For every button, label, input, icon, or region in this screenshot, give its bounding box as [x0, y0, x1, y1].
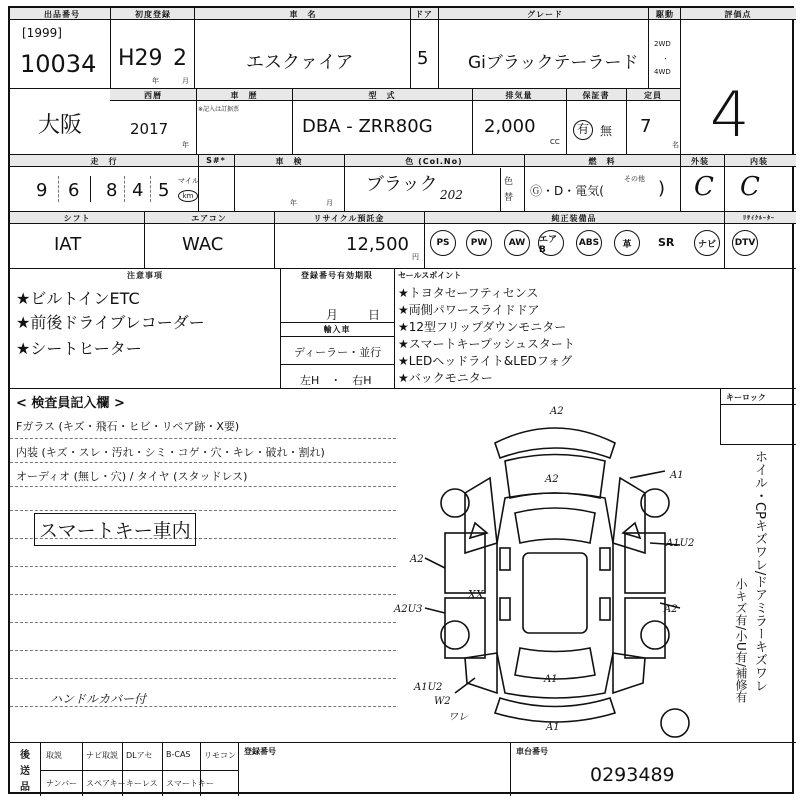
region-value: 大阪: [38, 113, 83, 138]
first-reg-label: 初度登録: [135, 10, 171, 19]
history-label: 車 歴: [230, 91, 258, 100]
equipment-label: 純正装備品: [551, 214, 597, 223]
damage-mark: XX: [468, 588, 484, 601]
sales-point: ★12型フリップダウンモニター: [398, 320, 567, 334]
lot-no-label: 出品番号: [44, 10, 80, 19]
damage-mark: W2: [434, 696, 451, 707]
damage-mark: A2: [545, 474, 559, 485]
sales-point: ★LEDヘッドライト&LEDフォグ: [398, 354, 573, 368]
sales-point: ★スマートキープッシュスタート: [398, 337, 575, 351]
equip-leather: 革: [614, 230, 640, 256]
front-bumper-part: [495, 428, 615, 458]
color-change-2: 替: [504, 193, 514, 203]
capacity-label: 定員: [644, 91, 662, 100]
import-label: 輸入車: [323, 325, 351, 334]
equip-airbag: エアB: [538, 230, 564, 256]
damage-mark: A2: [410, 554, 424, 565]
chassis-number: 0293489: [590, 764, 675, 786]
drive-label: 駆動: [656, 10, 674, 19]
damage-mark: A1: [546, 722, 560, 733]
score-label: 評価点: [724, 10, 752, 19]
accessory-item: 取説: [46, 751, 62, 760]
handwritten-note: スマートキー車内: [34, 513, 196, 546]
equip-pw: PW: [466, 230, 492, 256]
model-label: 型 式: [368, 91, 396, 100]
fuel-label: 燃 料: [588, 157, 616, 166]
displacement-label: 排気量: [505, 91, 533, 100]
equip-abs: ABS: [576, 230, 602, 256]
cc-unit: CC: [550, 138, 560, 146]
aircon-value: WAC: [182, 234, 224, 255]
interior-value: C: [740, 172, 760, 202]
capacity-value: 7: [640, 116, 652, 137]
damage-mark: A1: [544, 674, 558, 685]
recycle-value: 12,500: [346, 234, 409, 255]
history-note: ※記入は訂据票: [198, 106, 240, 113]
inspection-month-unit: 月: [326, 199, 333, 207]
reg-expiry-label: 登録番号有効期限: [301, 271, 373, 280]
drive-4wd: 4WD: [654, 68, 671, 76]
reg-year-unit: 年: [152, 77, 159, 85]
capacity-unit: 名: [672, 141, 679, 149]
mileage-digit-4: 4: [132, 180, 144, 201]
fuel-other: その他: [624, 175, 645, 183]
car-name-label: 車 名: [289, 10, 317, 19]
caution-item: ★前後ドライブレコーダー: [16, 313, 205, 332]
accessory-label-2: 送: [20, 766, 30, 777]
mileage-digit-1: 9: [36, 180, 48, 201]
body-outline: [497, 493, 613, 698]
equip-navi: ナビ: [694, 230, 720, 256]
mileage-digit-3: 8: [106, 180, 118, 201]
interior-label: 内装: [750, 157, 768, 166]
fuel-close: ): [658, 178, 666, 199]
exterior-value: C: [694, 172, 714, 202]
score-value: 4: [710, 78, 750, 151]
reg-expiry-month: 月: [326, 308, 339, 322]
inspector-line: Fガラス (キズ・飛石・ヒビ・リペア跡・X要): [16, 420, 240, 433]
accessory-item: スマートキー: [166, 779, 214, 788]
color-label: 色 (Col.No): [405, 157, 463, 166]
western-year-value: 2017: [130, 120, 169, 138]
fuel-value: Ⓖ・D・電気(: [530, 184, 604, 198]
mileage-digit-5: 5: [158, 180, 170, 201]
vertical-note-2: 小キズ有/小U有/補修有: [734, 578, 748, 703]
damage-mark: A1U2: [666, 538, 695, 549]
yen-unit: 円: [412, 253, 419, 261]
sales-point: ★両側パワースライドドア: [398, 303, 540, 317]
equip-ps: PS: [430, 230, 456, 256]
caution-label: 注意事項: [127, 271, 163, 280]
seat-label: ﾘｻｲｸﾙｰﾀｰ: [742, 215, 775, 222]
color-value: ブラック: [366, 174, 438, 195]
mile-unit: マイル: [178, 177, 199, 185]
equip-aw: AW: [504, 230, 530, 256]
inspector-line: オーディオ (無し・穴) / タイヤ (スタッドレス): [16, 470, 248, 483]
damage-mark: ワレ: [448, 712, 468, 723]
drive-2wd: 2WD: [654, 40, 671, 48]
color-number: 202: [440, 188, 463, 202]
displacement-value: 2,000: [484, 116, 536, 137]
accessory-item: キーレス: [126, 779, 158, 788]
damage-mark: A2: [664, 604, 678, 615]
shift-label: シフト: [63, 214, 91, 223]
accessory-item: ナンバー: [46, 779, 78, 788]
key-lock-label: キーロック: [726, 393, 766, 402]
color-change-1: 色: [504, 177, 514, 187]
sales-point: ★トヨタセーフティセンス: [398, 286, 539, 300]
handle-side: 左H ・ 右H: [300, 374, 372, 387]
lot-sub-number: [1999]: [22, 26, 62, 40]
auction-sheet: [8, 6, 794, 794]
s-label: S#*: [206, 156, 226, 165]
equip-sr: SR: [658, 236, 675, 249]
chassis-label: 車台番号: [516, 747, 548, 756]
km-unit: km: [178, 190, 198, 202]
lot-number: 10034: [20, 50, 97, 78]
reg-month-unit: 月: [182, 77, 189, 85]
damage-mark: A2: [550, 406, 564, 417]
grade-label: グレード: [527, 10, 563, 19]
handwritten-bottom: ハンドルカバー付: [50, 692, 147, 706]
vertical-note: ホイル・CPキズワレ/ドアミラーキズワレ: [752, 450, 767, 693]
warranty-yes: 有: [573, 120, 593, 140]
model-value: DBA - ZRR80G: [302, 116, 433, 137]
mileage-label: 走 行: [90, 157, 118, 166]
warranty-no: 無: [600, 124, 613, 138]
import-type: ディーラー・並行: [294, 346, 382, 359]
sales-point: ★バックモニター: [398, 371, 493, 385]
reg-month: 2: [173, 46, 187, 71]
inspection-label: 車 検: [275, 157, 303, 166]
accessory-label-1: 後: [20, 750, 30, 761]
aircon-label: エアコン: [191, 214, 227, 223]
damage-mark: A2U3: [394, 604, 423, 615]
western-year-unit: 年: [182, 141, 189, 149]
accessory-item: DLアセ: [126, 751, 153, 760]
doors-label: ドア: [415, 10, 433, 19]
damage-mark: A1U2: [414, 682, 443, 693]
inspector-line: 内装 (キズ・スレ・汚れ・シミ・コゲ・穴・キレ・破れ・割れ): [16, 446, 325, 459]
car-name: エスクァイア: [246, 52, 354, 73]
recycle-label: リサイクル預託金: [313, 214, 385, 223]
reg-expiry-day: 日: [368, 308, 381, 322]
western-year-label: 西暦: [144, 91, 162, 100]
caution-item: ★ビルトインETC: [16, 289, 140, 308]
car-diagram: [405, 403, 725, 743]
drive-sep: ・: [662, 55, 669, 63]
damage-mark: A1: [670, 470, 684, 481]
grade-value: Giブラックテーラード: [468, 53, 639, 73]
accessory-item: ナビ取説: [86, 751, 118, 760]
caution-item: ★シートヒーター: [16, 339, 142, 358]
mileage-digit-2: 6: [68, 180, 80, 201]
accessory-label-3: 品: [20, 782, 30, 793]
sales-label: セールスポイント: [398, 271, 462, 280]
inspector-title: < 検査員記入欄 >: [16, 396, 125, 411]
doors-value: 5: [417, 48, 429, 69]
accessory-item: B-CAS: [166, 750, 191, 759]
inspection-year-unit: 年: [290, 199, 297, 207]
reg-era: H29: [118, 46, 163, 71]
shift-value: IAT: [54, 234, 82, 255]
reg-no-label: 登録番号: [244, 747, 276, 756]
accessory-item: スペアキー: [86, 779, 126, 788]
warranty-label: 保証書: [582, 91, 610, 100]
exterior-label: 外装: [691, 157, 709, 166]
accessory-item: リモコン: [204, 751, 236, 760]
equip-dtv: DTV: [732, 230, 758, 256]
